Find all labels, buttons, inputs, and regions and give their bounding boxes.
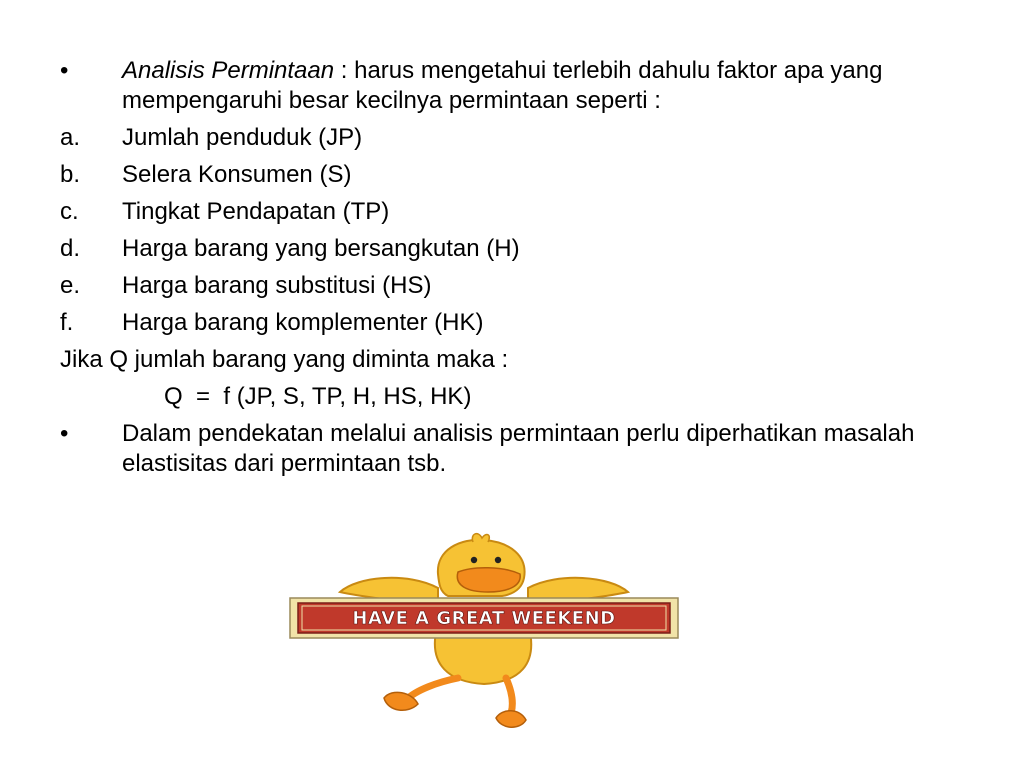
bullet-text [122, 56, 980, 116]
list-marker: f. [60, 309, 74, 336]
demand-formula: Q = f (JP, S, TP, H, HS, HK) [164, 383, 472, 410]
banner-text: HAVE A GREAT WEEKEND [352, 608, 616, 629]
list-text: Harga barang substitusi (HS) [122, 272, 432, 299]
bullet-elastisitas [60, 419, 980, 479]
slide-body [60, 56, 980, 486]
bullet-marker: • [60, 420, 69, 447]
list-text: Harga barang yang bersangkutan (H) [122, 235, 520, 262]
duck-head-icon [438, 534, 525, 596]
formula-intro: Jika Q jumlah barang yang diminta maka : [60, 346, 509, 373]
bullet-text: Dalam pendekatan melalui analisis permintaan perlu diperhatikan masalah elastisitas dari permintaan tsb. [122, 420, 915, 477]
bullet-description: : harus mengetahui terlebih dahulu faktor apa yang mempengaruhi besar kecilnya permintaan seperti : [122, 57, 883, 114]
list-text: Jumlah penduduk (JP) [122, 124, 363, 151]
bullet-analisis-permintaan [60, 56, 980, 116]
list-text: Tingkat Pendapatan (TP) [122, 198, 390, 225]
list-item [60, 160, 980, 190]
list-item [60, 123, 980, 153]
weekend-banner [290, 598, 678, 638]
list-marker: a. [60, 124, 81, 151]
list-marker: d. [60, 235, 81, 262]
duck-body-icon [435, 632, 531, 684]
list-marker: b. [60, 161, 81, 188]
list-item [60, 197, 980, 227]
list-marker: e. [60, 272, 81, 299]
bullet-term: Analisis Permintaan [122, 57, 335, 84]
list-item [60, 271, 980, 301]
list-item [60, 234, 980, 264]
list-text: Selera Konsumen (S) [122, 161, 352, 188]
list-text: Harga barang komplementer (HK) [122, 309, 484, 336]
weekend-duck-clipart [288, 532, 680, 732]
duck-feet-icon [384, 678, 526, 727]
bullet-marker: • [60, 57, 69, 84]
list-item [60, 308, 980, 338]
list-marker: c. [60, 198, 79, 225]
